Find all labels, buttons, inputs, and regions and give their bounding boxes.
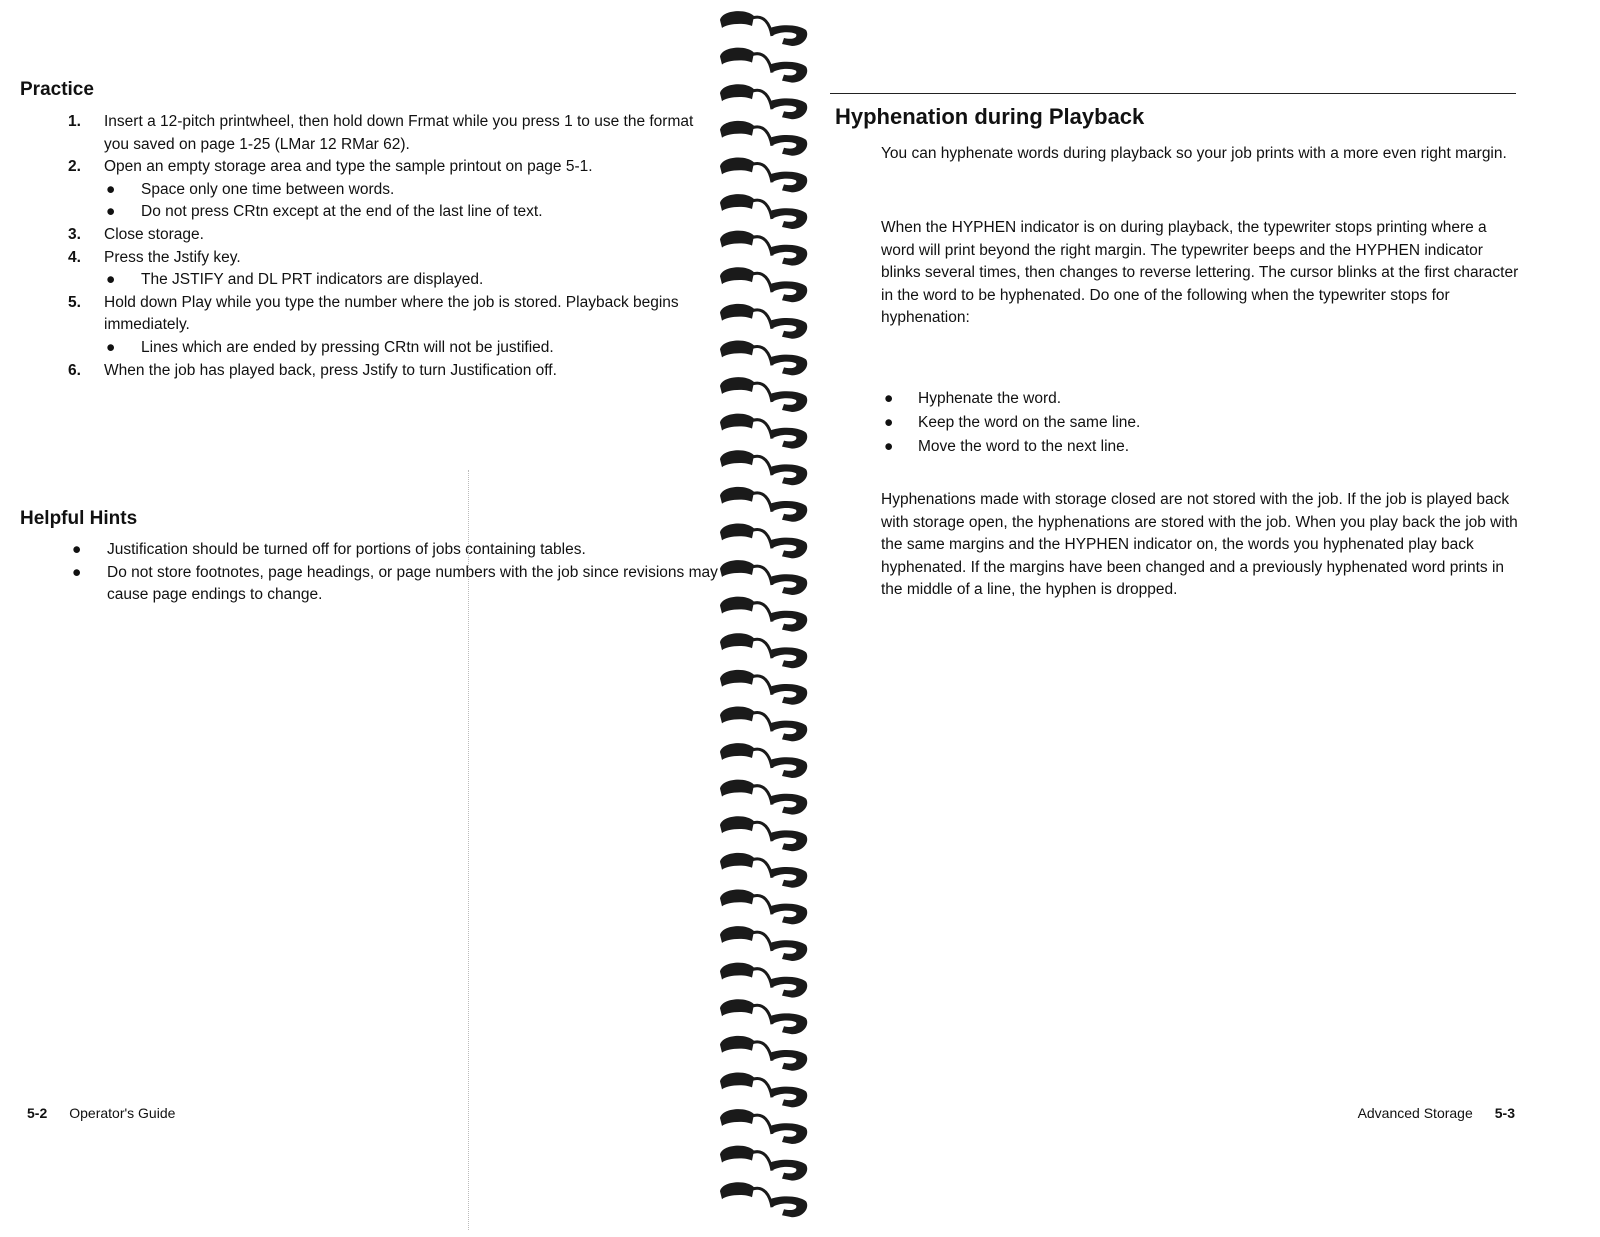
sub-text: Lines which are ended by pressing CRtn will not be justified. [141,338,554,356]
binding-coil [720,340,807,375]
bullet-icon: ● [106,180,116,198]
bullet-icon: ● [106,203,116,221]
helpful-hints-heading: Helpful Hints [20,508,138,529]
spiral-binding [718,0,818,1237]
sub-text: The JSTIFY and DL PRT indicators are displayed. [141,271,484,289]
left-footer [27,1105,175,1121]
option-text: Move the word to the next line. [918,438,1130,455]
left-page-number: 5-2 [27,1105,48,1121]
binding-coil [720,963,807,998]
helpful-hints-list [20,539,720,607]
option-item [881,411,1521,435]
step-text: Close storage. [104,225,204,243]
binding-coil [720,194,807,229]
step-sub-item [20,179,720,202]
right-page [830,0,1600,1237]
step-number: 5. [68,293,81,311]
option-item [881,435,1521,459]
binding-coil [720,1182,807,1217]
binding-coil [720,816,807,851]
binding-coil [720,926,807,961]
left-page [0,0,740,1237]
binding-coil [720,157,807,192]
step-number: 1. [68,113,81,130]
binding-coil [720,11,807,46]
sub-text: Space only one time between words. [141,180,395,198]
binding-coil [720,1072,807,1107]
binding-coil [720,84,807,119]
binding-coil [720,523,807,558]
step-number: 3. [68,225,81,243]
page-fold-line [468,470,469,1230]
binding-coil [720,377,807,412]
practice-steps [20,111,720,382]
spiral-coils [720,11,807,1217]
binding-coil [720,1036,807,1071]
hint-item [20,562,720,607]
bullet-icon: ● [884,414,894,431]
option-text: Keep the word on the same line. [918,414,1141,431]
binding-coil [720,889,807,924]
bullet-icon: ● [106,338,116,356]
binding-coil [720,231,807,266]
binding-coil [720,487,807,522]
binding-coil [720,304,807,339]
practice-step [20,292,720,337]
hint-item [20,539,720,562]
practice-heading: Practice [20,79,94,100]
step-number: 4. [68,248,81,266]
step-text: Press the Jstify key. [104,248,241,266]
step-sub-item [20,269,720,292]
binding-coil [720,1146,807,1181]
step-text: Insert a 12-pitch printwheel, then hold down Frmat while you press 1 to use the format you saved on page 1-25 (LMar 12 RMar 62). [104,113,694,153]
binding-coil [720,597,807,632]
binding-coil [720,633,807,668]
step-text: Hold down Play while you type the number where the job is stored. Playback begins immediately. [104,293,679,334]
bullet-icon: ● [106,271,116,289]
step-sub-item [20,337,720,360]
option-item [881,387,1521,411]
practice-step [20,224,720,247]
binding-coil [720,999,807,1034]
bullet-icon: ● [884,438,894,455]
binding-coil [720,1109,807,1144]
bullet-icon: ● [884,390,894,407]
binding-coil [720,48,807,83]
option-text: Hyphenate the word. [918,390,1062,407]
binding-coil [720,853,807,888]
right-footer-title: Advanced Storage [1357,1105,1473,1121]
step-number: 2. [68,158,81,176]
binding-coil [720,121,807,156]
sub-text: Do not press CRtn except at the end of the last line of text. [141,203,543,221]
page-title: Hyphenation during Playback [835,104,1145,129]
binding-coil [720,706,807,741]
binding-coil [720,560,807,595]
step-text: When the job has played back, press Jstify to turn Justification off. [104,361,557,379]
hint-text: Justification should be turned off for portions of jobs containing tables. [107,541,586,558]
practice-step [20,360,720,383]
header-rule [830,93,1516,94]
step-sub-item [20,201,720,224]
hyphenation-options-list [881,387,1521,459]
hint-text: Do not store footnotes, page headings, or page numbers with the job since revisions may cause page endings to change. [107,563,718,604]
hyphen-indicator-paragraph: When the HYPHEN indicator is on during playback, the typewriter stops printing where a word will print beyond the right margin. The typewriter beeps and the HYPHEN indicator blinks several times, then changes to reverse lettering. The cursor blinks at the first character in the word to be hyphenated. Do one of the following when the typewriter stops for hyphenation: [881,219,1519,327]
left-footer-title: Operator's Guide [69,1105,176,1121]
binding-coil [720,780,807,815]
binding-coil [720,414,807,449]
right-page-number: 5-3 [1494,1105,1515,1121]
practice-step [20,247,720,270]
practice-step [20,156,720,179]
step-number: 6. [68,361,81,379]
binding-coil [720,743,807,778]
binding-coil [720,267,807,302]
binding-coil [720,670,807,705]
step-text: Open an empty storage area and type the sample printout on page 5-1. [104,158,593,176]
storage-paragraph: Hyphenations made with storage closed are not stored with the job. If the job is played back with storage open, the hyphenations are stored with the job. When you play back the job with the same margins and the HYPHEN indicator on, the words you hyphenated play back hyphenated. If the margins have been changed and a previously hyphenated word prints in the middle of a line, the hyphen is dropped. [881,491,1518,599]
bullet-icon: ● [72,541,82,558]
binding-coil [720,450,807,485]
practice-step [20,111,720,156]
bullet-icon: ● [72,563,82,581]
intro-paragraph: You can hyphenate words during playback so your job prints with a more even right margin. [881,145,1507,162]
right-footer [1315,1105,1515,1121]
